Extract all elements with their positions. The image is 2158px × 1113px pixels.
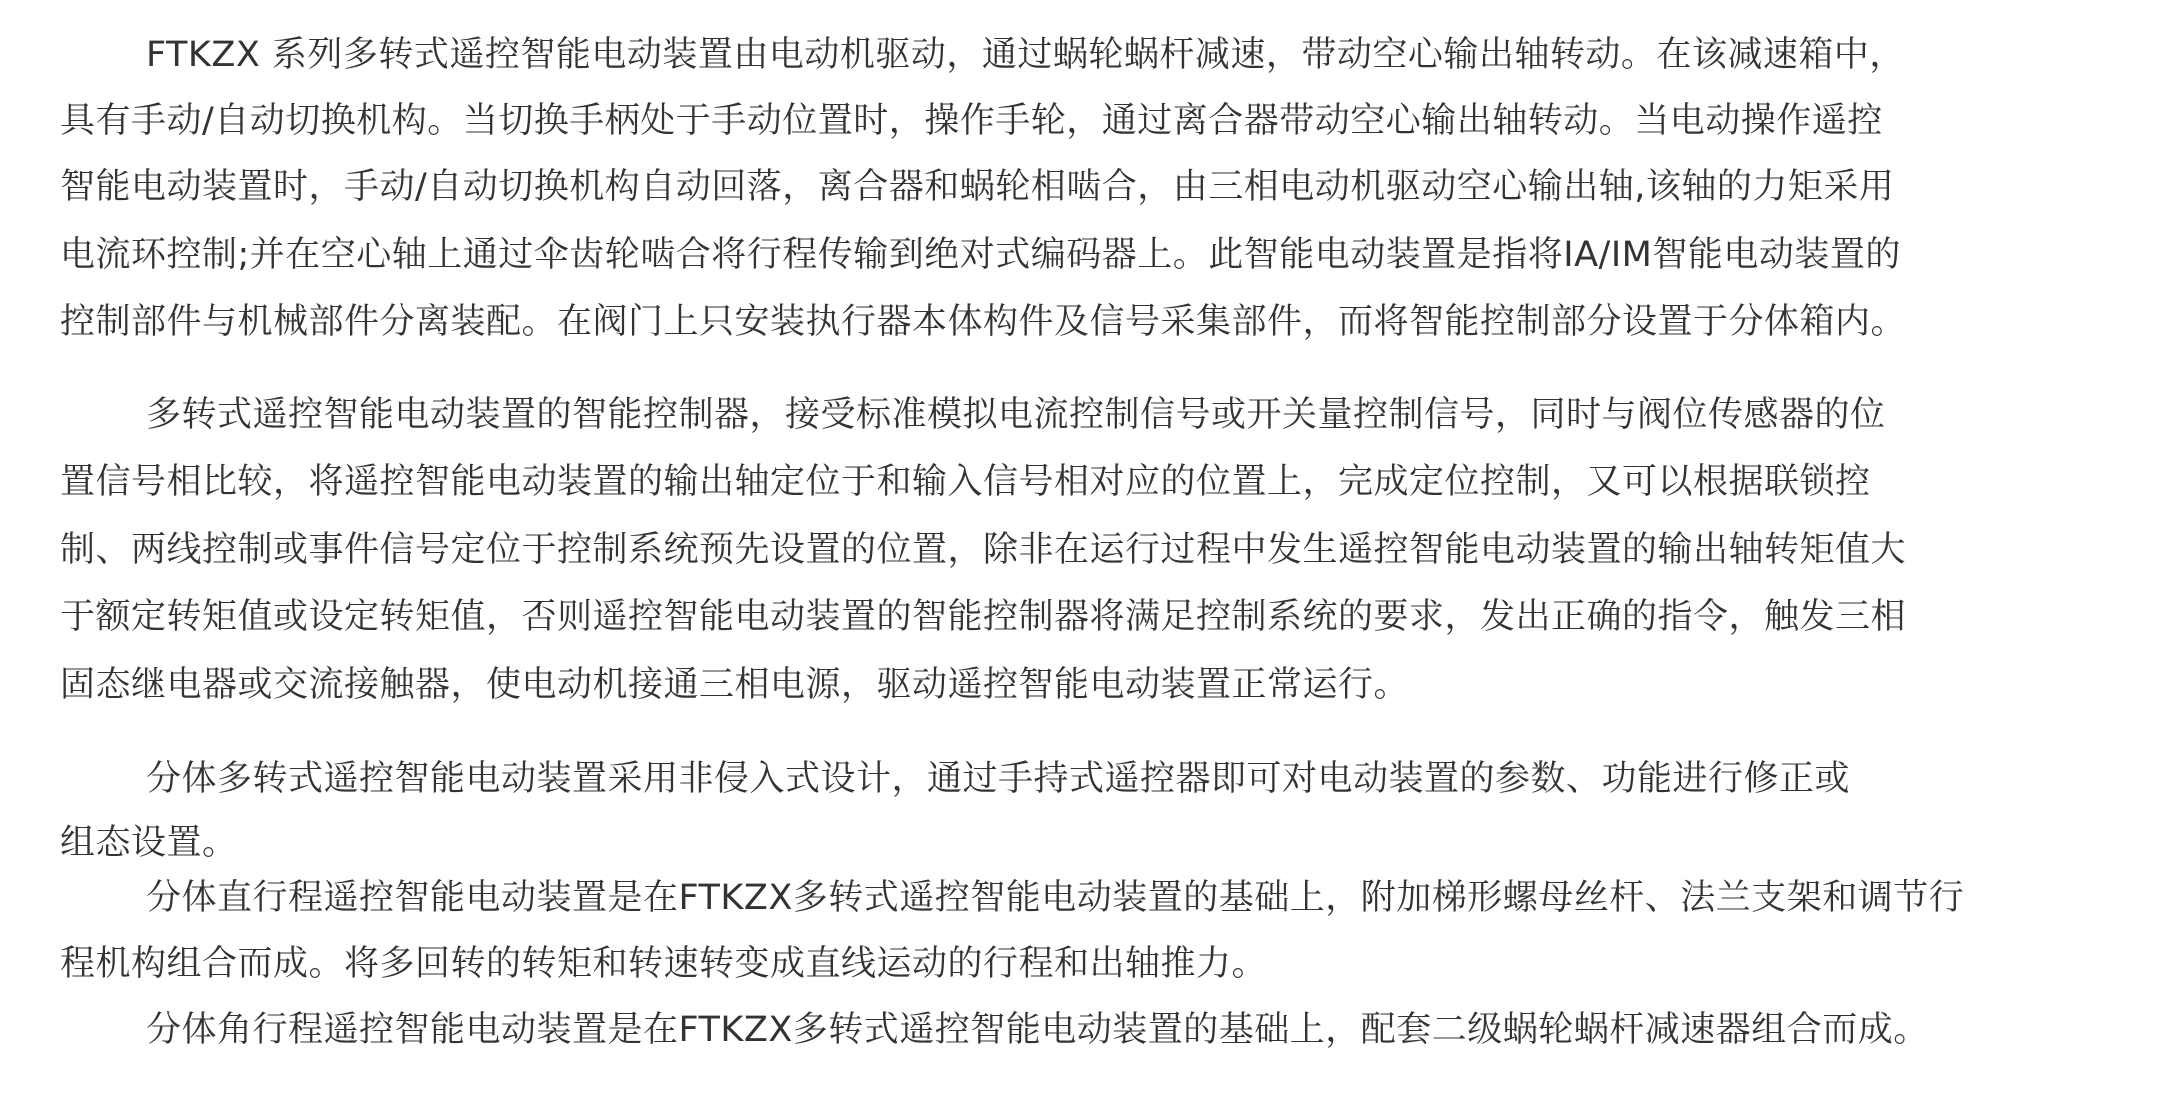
- paragraph-5-line-1: 分体角行程遥控智能电动装置是在FTKZX多转式遥控智能电动装置的基础上，配套二级蜗轮蜗杆减速器组合而成。: [146, 1010, 1929, 1050]
- paragraph-2-line-3: 制、两线控制或事件信号定位于控制系统预先设置的位置，除非在运行过程中发生遥控智能电动装置的输出轴转矩值大: [60, 530, 1907, 570]
- paragraph-2-line-4: 于额定转矩值或设定转矩值，否则遥控智能电动装置的智能控制器将满足控制系统的要求，发出正确的指令，触发三相: [60, 597, 1907, 637]
- paragraph-3-line-1: 分体多转式遥控智能电动装置采用非侵入式设计，通过手持式遥控器即可对电动装置的参数、功能进行修正或: [146, 759, 1851, 799]
- paragraph-1-line-1: FTKZX 系列多转式遥控智能电动装置由电动机驱动，通过蜗轮蜗杆减速，带动空心输出轴转动。在该减速箱中，: [146, 35, 1905, 75]
- paragraph-1-line-3: 智能电动装置时，手动/自动切换机构自动回落，离合器和蜗轮相啮合，由三相电动机驱动空心输出轴,该轴的力矩采用: [60, 167, 1895, 207]
- paragraph-1-line-5: 控制部件与机械部件分离装配。在阀门上只安装执行器本体构件及信号采集部件，而将智能控制部分设置于分体箱内。: [60, 302, 1907, 342]
- paragraph-2-line-2: 置信号相比较，将遥控智能电动装置的输出轴定位于和输入信号相对应的位置上，完成定位控制，又可以根据联锁控: [60, 462, 1871, 502]
- paragraph-1-line-2: 具有手动/自动切换机构。当切换手柄处于手动位置时，操作手轮，通过离合器带动空心输出轴转动。当电动操作遥控: [60, 101, 1883, 141]
- paragraph-1-line-4: 电流环控制;并在空心轴上通过伞齿轮啮合将行程传输到绝对式编码器上。此智能电动装置是指将IA/IM智能电动装置的: [60, 235, 1901, 275]
- paragraph-2-line-1: 多转式遥控智能电动装置的智能控制器，接受标准模拟电流控制信号或开关量控制信号，同时与阀位传感器的位: [146, 395, 1886, 435]
- paragraph-4-line-2: 程机构组合而成。将多回转的转矩和转速转变成直线运动的行程和出轴推力。: [60, 944, 1268, 984]
- paragraph-2-line-5: 固态继电器或交流接触器，使电动机接通三相电源，驱动遥控智能电动装置正常运行。: [60, 665, 1410, 705]
- paragraph-3-line-2: 组态设置。: [60, 823, 238, 863]
- paragraph-4-line-1: 分体直行程遥控智能电动装置是在FTKZX多转式遥控智能电动装置的基础上，附加梯形螺母丝杆、法兰支架和调节行: [146, 878, 1965, 918]
